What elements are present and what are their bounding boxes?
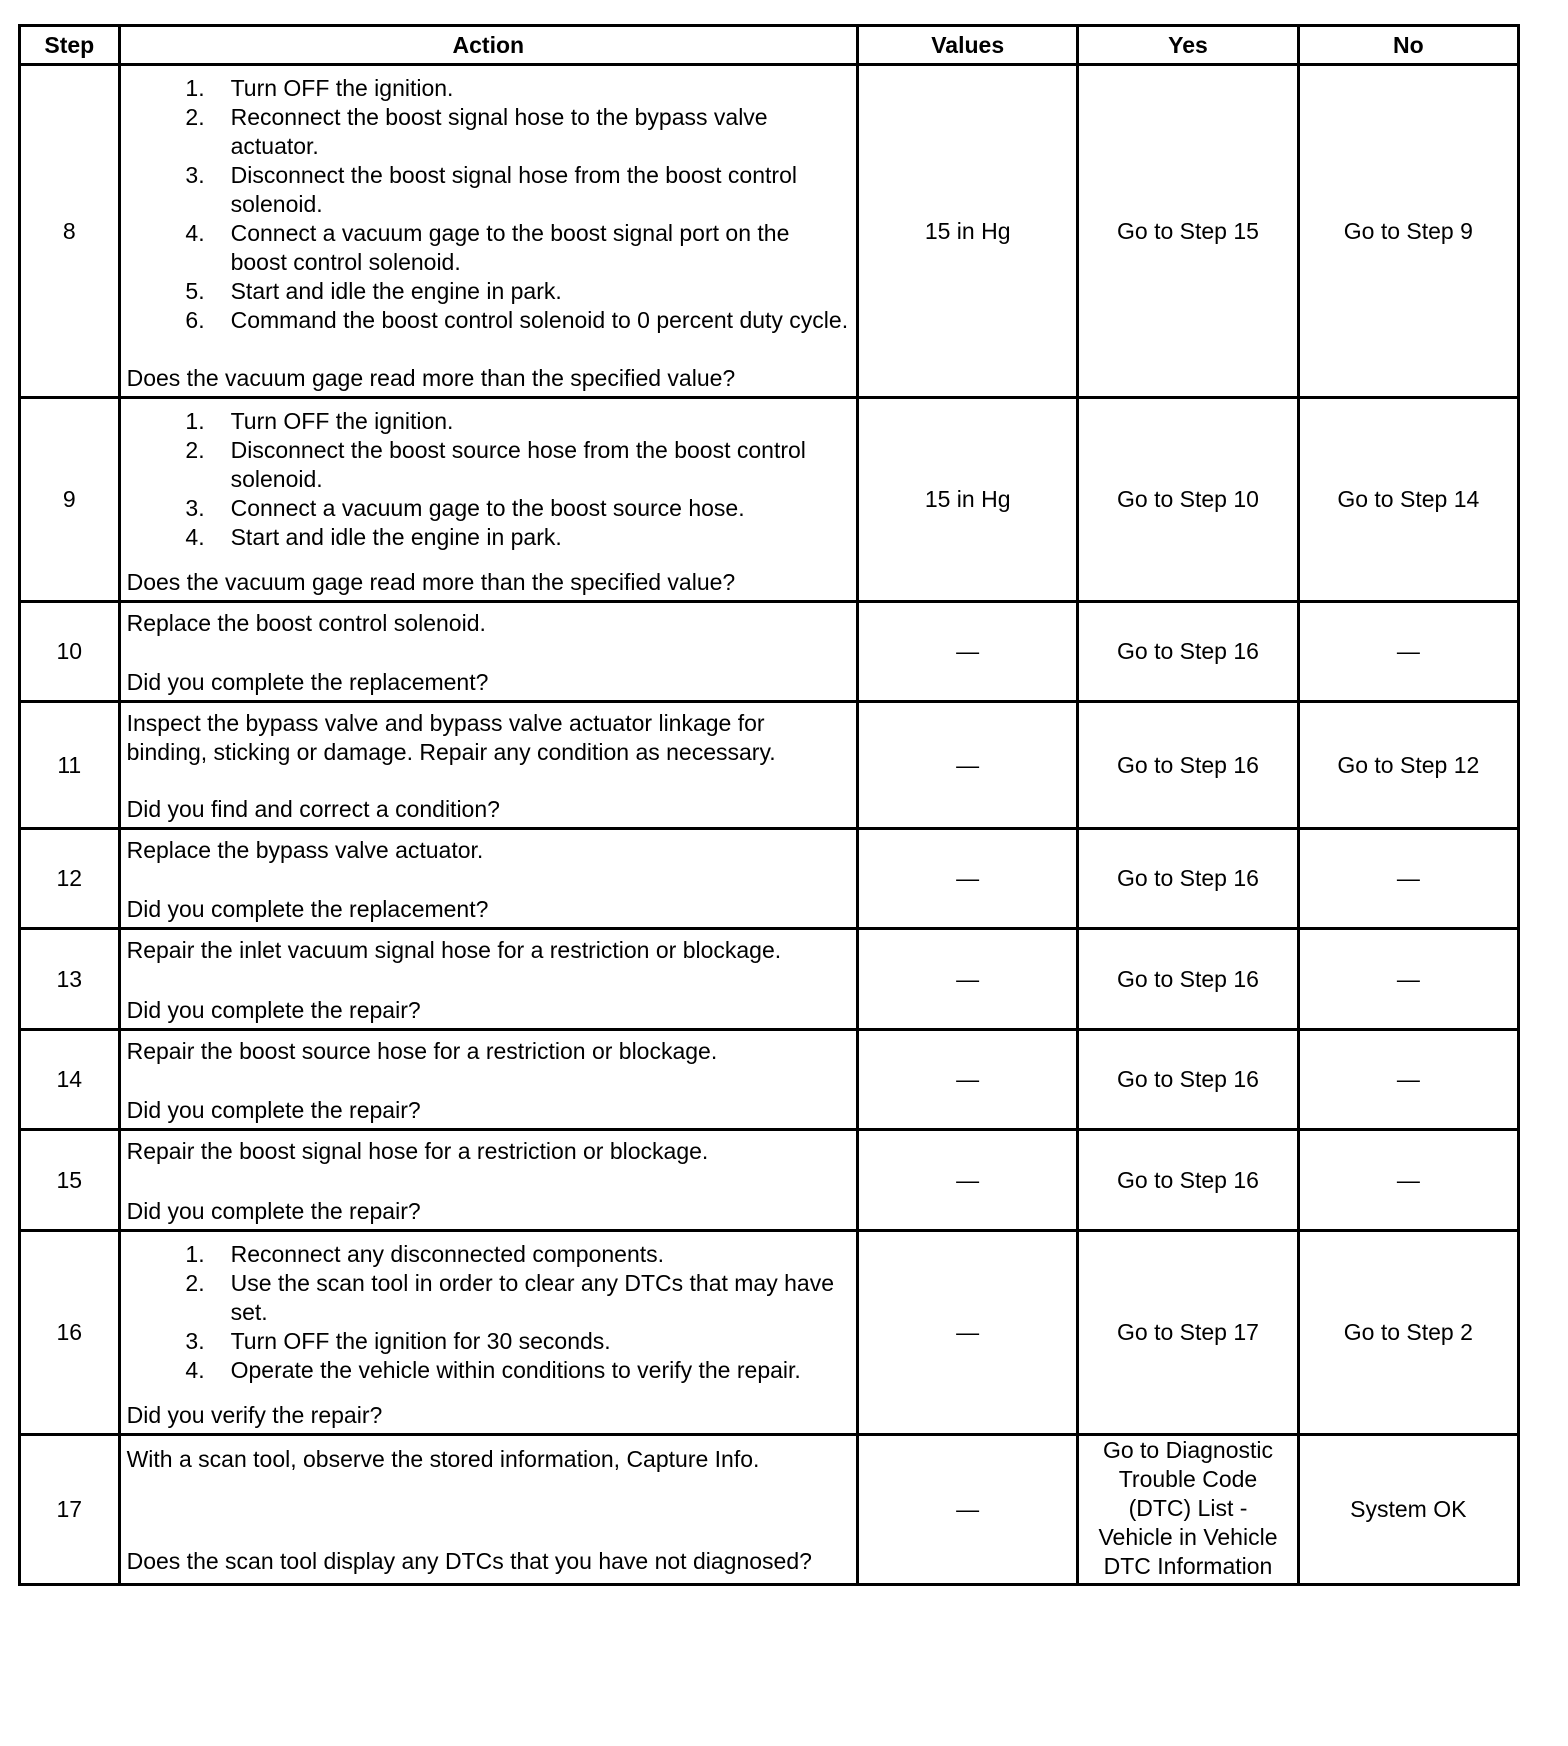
action-step bbox=[127, 407, 850, 436]
action-step-number: 3. bbox=[185, 161, 205, 188]
yes-cell: Go to Step 16 bbox=[1078, 829, 1298, 929]
table-row bbox=[20, 398, 1519, 602]
values-cell: — bbox=[858, 602, 1078, 702]
yes-cell: Go to Step 10 bbox=[1078, 398, 1298, 602]
action-instructions bbox=[127, 607, 850, 638]
action-step-number: 1. bbox=[185, 1240, 205, 1267]
action-instructions bbox=[127, 403, 850, 552]
action-step bbox=[127, 1327, 850, 1356]
yes-cell: Go to Step 15 bbox=[1078, 65, 1298, 398]
action-content bbox=[121, 1133, 856, 1228]
action-instructions bbox=[127, 1236, 850, 1385]
action-question: Did you find and correct a condition? bbox=[126, 795, 500, 822]
action-step-text: Turn OFF the ignition. bbox=[230, 407, 454, 434]
values-cell: 15 in Hg bbox=[858, 65, 1078, 398]
no-cell: — bbox=[1298, 929, 1518, 1030]
header-action: Action bbox=[119, 26, 857, 65]
action-cell bbox=[119, 929, 857, 1030]
action-content bbox=[121, 1234, 856, 1432]
action-cell bbox=[119, 398, 857, 602]
no-cell: Go to Step 9 bbox=[1298, 65, 1518, 398]
no-cell: Go to Step 14 bbox=[1298, 398, 1518, 602]
step-number: 12 bbox=[20, 829, 120, 929]
yes-cell: Go to Step 17 bbox=[1078, 1231, 1298, 1435]
table-row bbox=[20, 702, 1519, 829]
action-content bbox=[121, 832, 856, 926]
action-step bbox=[127, 494, 850, 523]
table-row bbox=[20, 602, 1519, 702]
values-cell: — bbox=[858, 1435, 1078, 1585]
table-row bbox=[20, 1231, 1519, 1435]
action-text: Inspect the bypass valve and bypass valve actuator linkage for binding, sticking or damage. Repair any condition as necessary. bbox=[126, 709, 776, 765]
action-step-list bbox=[127, 407, 850, 552]
step-number: 14 bbox=[20, 1030, 120, 1130]
action-step-text: Disconnect the boost source hose from the boost control solenoid. bbox=[230, 436, 806, 492]
action-content bbox=[121, 932, 856, 1027]
action-instructions bbox=[127, 70, 850, 335]
step-number: 13 bbox=[20, 929, 120, 1030]
action-cell bbox=[119, 1435, 857, 1585]
action-step bbox=[127, 1269, 850, 1327]
step-number: 16 bbox=[20, 1231, 120, 1435]
action-text: Replace the boost control solenoid. bbox=[126, 609, 486, 636]
action-step-text: Reconnect the boost signal hose to the bypass valve actuator. bbox=[230, 103, 768, 159]
no-cell: — bbox=[1298, 1030, 1518, 1130]
action-step bbox=[127, 1356, 850, 1385]
action-question: Did you complete the replacement? bbox=[126, 668, 489, 695]
action-step-list bbox=[127, 1240, 850, 1385]
diagnostic-table bbox=[18, 24, 1520, 1586]
action-step-text: Command the boost control solenoid to 0 percent duty cycle. bbox=[230, 306, 849, 333]
step-number: 8 bbox=[20, 65, 120, 398]
action-text: Repair the boost source hose for a restriction or blockage. bbox=[126, 1037, 718, 1064]
action-step-text: Disconnect the boost signal hose from the boost control solenoid. bbox=[230, 161, 797, 217]
table-row bbox=[20, 1130, 1519, 1231]
action-question: Does the vacuum gage read more than the specified value? bbox=[126, 568, 736, 595]
action-step bbox=[127, 103, 850, 161]
action-cell bbox=[119, 702, 857, 829]
action-instructions bbox=[127, 1035, 850, 1066]
action-step-number: 4. bbox=[185, 219, 205, 246]
action-step-list bbox=[127, 74, 850, 335]
action-step-number: 3. bbox=[185, 494, 205, 521]
yes-cell: Go to Step 16 bbox=[1078, 602, 1298, 702]
step-number: 11 bbox=[20, 702, 120, 829]
action-question: Did you complete the replacement? bbox=[126, 895, 489, 922]
action-step-number: 1. bbox=[185, 74, 205, 101]
yes-cell: Go to Step 16 bbox=[1078, 1130, 1298, 1231]
action-cell bbox=[119, 1130, 857, 1231]
action-question: Did you verify the repair? bbox=[126, 1401, 383, 1428]
action-step bbox=[127, 436, 850, 494]
action-content bbox=[121, 705, 856, 826]
action-step-number: 3. bbox=[185, 1327, 205, 1354]
action-step-text: Turn OFF the ignition for 30 seconds. bbox=[230, 1327, 611, 1354]
action-step bbox=[127, 1240, 850, 1269]
yes-cell: Go to Diagnostic Trouble Code (DTC) List - Vehicle in Vehicle DTC Information bbox=[1078, 1435, 1298, 1585]
table-row bbox=[20, 829, 1519, 929]
action-instructions bbox=[127, 834, 850, 865]
header-no: No bbox=[1298, 26, 1518, 65]
yes-cell: Go to Step 16 bbox=[1078, 929, 1298, 1030]
no-cell: Go to Step 12 bbox=[1298, 702, 1518, 829]
action-question: Did you complete the repair? bbox=[126, 1096, 421, 1123]
header-step: Step bbox=[20, 26, 120, 65]
values-cell: — bbox=[858, 929, 1078, 1030]
action-step bbox=[127, 219, 850, 277]
values-cell: — bbox=[858, 1030, 1078, 1130]
table-row bbox=[20, 1030, 1519, 1130]
action-instructions bbox=[127, 934, 850, 965]
no-cell: — bbox=[1298, 1130, 1518, 1231]
no-cell: Go to Step 2 bbox=[1298, 1231, 1518, 1435]
action-step-text: Connect a vacuum gage to the boost source hose. bbox=[230, 494, 745, 521]
action-step bbox=[127, 161, 850, 219]
header-yes: Yes bbox=[1078, 26, 1298, 65]
action-instructions bbox=[127, 1135, 850, 1166]
values-cell: 15 in Hg bbox=[858, 398, 1078, 602]
yes-cell: Go to Step 16 bbox=[1078, 702, 1298, 829]
table-row bbox=[20, 929, 1519, 1030]
no-cell: — bbox=[1298, 602, 1518, 702]
action-step-number: 2. bbox=[185, 1269, 205, 1296]
action-question: Did you complete the repair? bbox=[126, 996, 421, 1023]
action-step bbox=[127, 523, 850, 552]
action-step bbox=[127, 277, 850, 306]
values-cell: — bbox=[858, 1231, 1078, 1435]
action-text: Repair the boost signal hose for a restriction or blockage. bbox=[126, 1137, 709, 1164]
step-number: 15 bbox=[20, 1130, 120, 1231]
action-step-text: Turn OFF the ignition. bbox=[230, 74, 454, 101]
step-number: 10 bbox=[20, 602, 120, 702]
action-content bbox=[121, 401, 856, 599]
action-question: Does the vacuum gage read more than the specified value? bbox=[126, 364, 736, 391]
action-step-text: Start and idle the engine in park. bbox=[230, 523, 562, 550]
action-instructions bbox=[127, 707, 850, 767]
action-cell bbox=[119, 602, 857, 702]
step-number: 17 bbox=[20, 1435, 120, 1585]
action-step-text: Use the scan tool in order to clear any DTCs that may have set. bbox=[230, 1269, 834, 1325]
action-text: Replace the bypass valve actuator. bbox=[126, 836, 484, 863]
action-cell bbox=[119, 1030, 857, 1130]
values-cell: — bbox=[858, 1130, 1078, 1231]
action-cell bbox=[119, 1231, 857, 1435]
action-step-number: 4. bbox=[185, 1356, 205, 1383]
no-cell: — bbox=[1298, 829, 1518, 929]
action-step-number: 2. bbox=[185, 103, 205, 130]
action-content bbox=[121, 605, 856, 699]
action-step-number: 2. bbox=[185, 436, 205, 463]
action-cell bbox=[119, 829, 857, 929]
action-step-text: Connect a vacuum gage to the boost signal port on the boost control solenoid. bbox=[230, 219, 790, 275]
action-step-text: Operate the vehicle within conditions to verify the repair. bbox=[230, 1356, 801, 1383]
table-row bbox=[20, 1435, 1519, 1585]
action-content bbox=[121, 68, 856, 395]
table-row bbox=[20, 65, 1519, 398]
yes-cell: Go to Step 16 bbox=[1078, 1030, 1298, 1130]
action-text: Repair the inlet vacuum signal hose for a restriction or blockage. bbox=[126, 936, 782, 963]
action-content bbox=[121, 1441, 856, 1578]
values-cell: — bbox=[858, 702, 1078, 829]
action-step bbox=[127, 306, 850, 335]
step-number: 9 bbox=[20, 398, 120, 602]
action-instructions bbox=[127, 1443, 850, 1474]
action-step bbox=[127, 74, 850, 103]
action-step-text: Reconnect any disconnected components. bbox=[230, 1240, 665, 1267]
action-question: Does the scan tool display any DTCs that you have not diagnosed? bbox=[126, 1548, 812, 1574]
action-text: With a scan tool, observe the stored information, Capture Info. bbox=[126, 1446, 760, 1472]
action-step-number: 1. bbox=[185, 407, 205, 434]
header-row bbox=[20, 26, 1519, 65]
action-question: Did you complete the repair? bbox=[126, 1197, 421, 1224]
values-cell: — bbox=[858, 829, 1078, 929]
action-step-text: Start and idle the engine in park. bbox=[230, 277, 562, 304]
no-cell: System OK bbox=[1298, 1435, 1518, 1585]
header-values: Values bbox=[858, 26, 1078, 65]
action-step-number: 4. bbox=[185, 523, 205, 550]
action-cell bbox=[119, 65, 857, 398]
action-content bbox=[121, 1033, 856, 1127]
action-step-number: 5. bbox=[185, 277, 205, 304]
action-step-number: 6. bbox=[185, 306, 205, 333]
